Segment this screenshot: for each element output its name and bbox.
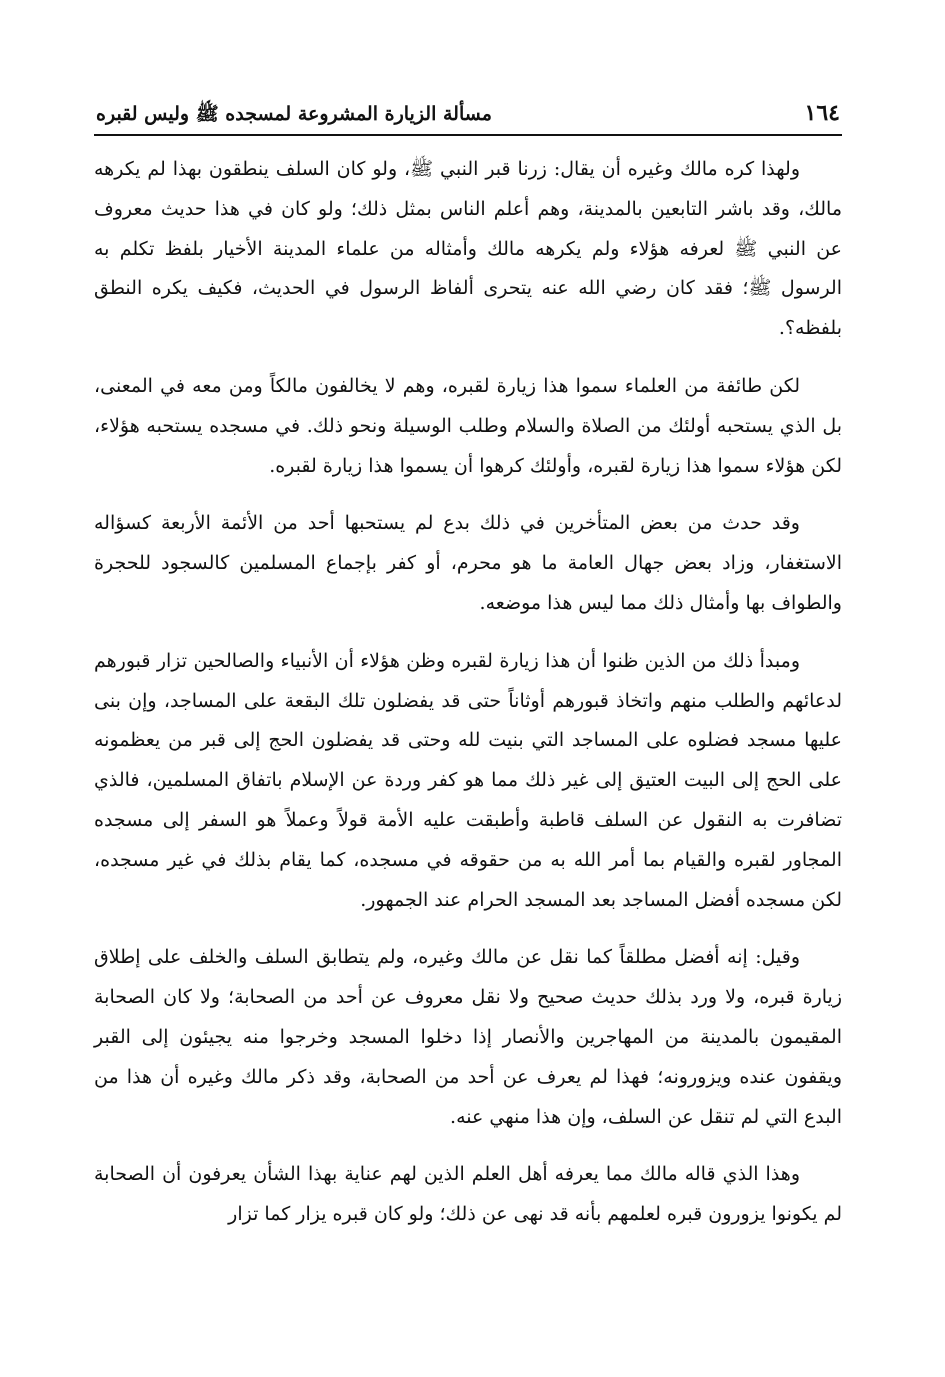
paragraph: وقيل: إنه أفضل مطلقاً كما نقل عن مالك وغيره، ولم يتطابق السلف والخلف على إطلاق زيارة قبره، ولا ورد بذلك حديث صحيح ولا نقل معروف عن أحد من الصحابة؛ ولا كان الصحابة المقيمون بالمدينة من المهاجرين والأنصار إذا دخلوا المسجد وخرجوا منه يجيئون إلى القبر ويقفون عنده ويزورونه؛ فهذا لم يعرف عن أحد من الصحابة، وقد ذكر مالك وغيره أن هذا من البدع التي لم تنقل عن السلف، وإن هذا منهي عنه. (94, 946, 842, 1128)
page-body (94, 136, 842, 1235)
paragraph: وهذا الذي قاله مالك مما يعرفه أهل العلم الذين لهم عناية بهذا الشأن يعرفون أن الصحابة لم يكونوا يزورون قبره لعلمهم بأنه قد نهى عن ذلك؛ ولو كان قبره يزار كما تزار (94, 1163, 842, 1226)
paragraph: لكن طائفة من العلماء سموا هذا زيارة لقبره، وهم لا يخالفون مالكاً ومن معه في المعنى، بل الذي يستحبه أولئك من الصلاة والسلام وطلب الوسيلة ونحو ذلك. في مسجده يستحبه هؤلاء، لكن هؤلاء سموا هذا زيارة لقبره، وأولئك كرهوا أن يسموا هذا زيارة لقبره. (94, 374, 842, 477)
running-title: مسألة الزيارة المشروعة لمسجده ﷺ وليس لقبره (96, 103, 492, 125)
page-header (94, 96, 842, 136)
paragraph: ولهذا كره مالك وغيره أن يقال: زرنا قبر النبي ﷺ، ولو كان السلف ينطقون بهذا لم يكرهه مالك، وقد باشر التابعين بالمدينة، وهم أعلم الناس بمثل ذلك؛ ولو كان في هذا حديث معروف عن النبي ﷺ لعرفه هؤلاء ولم يكرهه مالك وأمثاله من علماء المدينة الأخيار بلفظ تكلم به الرسول ﷺ؛ فقد كان رضي الله عنه يتحرى ألفاظ الرسول في الحديث، فكيف يكره النطق بلفظه؟. (94, 158, 842, 340)
page-number: ١٦٤ (804, 100, 840, 126)
paragraph: وقد حدث من بعض المتأخرين في ذلك بدع لم يستحبها أحد من الأئمة الأربعة كسؤاله الاستغفار، وزاد بعض جهال العامة ما هو محرم، أو كفر بإجماع المسلمين كالسجود للحجرة والطواف بها وأمثال ذلك مما ليس هذا موضعه. (94, 512, 842, 614)
book-page (94, 96, 842, 1253)
paragraph: ومبدأ ذلك من الذين ظنوا أن هذا زيارة لقبره وظن هؤلاء أن الأنبياء والصالحين تزار قبورهم لدعائهم والطلب منهم واتخاذ قبورهم أوثاناً حتى قد يفضلون تلك البقعة على المساجد، وإن بنى عليها مسجد فضلوه على المساجد التي بنيت لله وحتى قد يفضلون الحج إلى قبر من يعظمونه على الحج إلى البيت العتيق إلى غير ذلك مما هو كفر وردة عن الإسلام باتفاق المسلمين، فالذي تضافرت به النقول عن السلف قاطبة وأطبقت عليه الأمة قولاً وعملاً هو السفر إلى مسجده المجاور لقبره والقيام بما أمر الله به من حقوقه في مسجده، كما يقام بذلك في غير مسجده، لكن مسجده أفضل المساجد بعد المسجد الحرام عند الجمهور. (94, 649, 842, 911)
